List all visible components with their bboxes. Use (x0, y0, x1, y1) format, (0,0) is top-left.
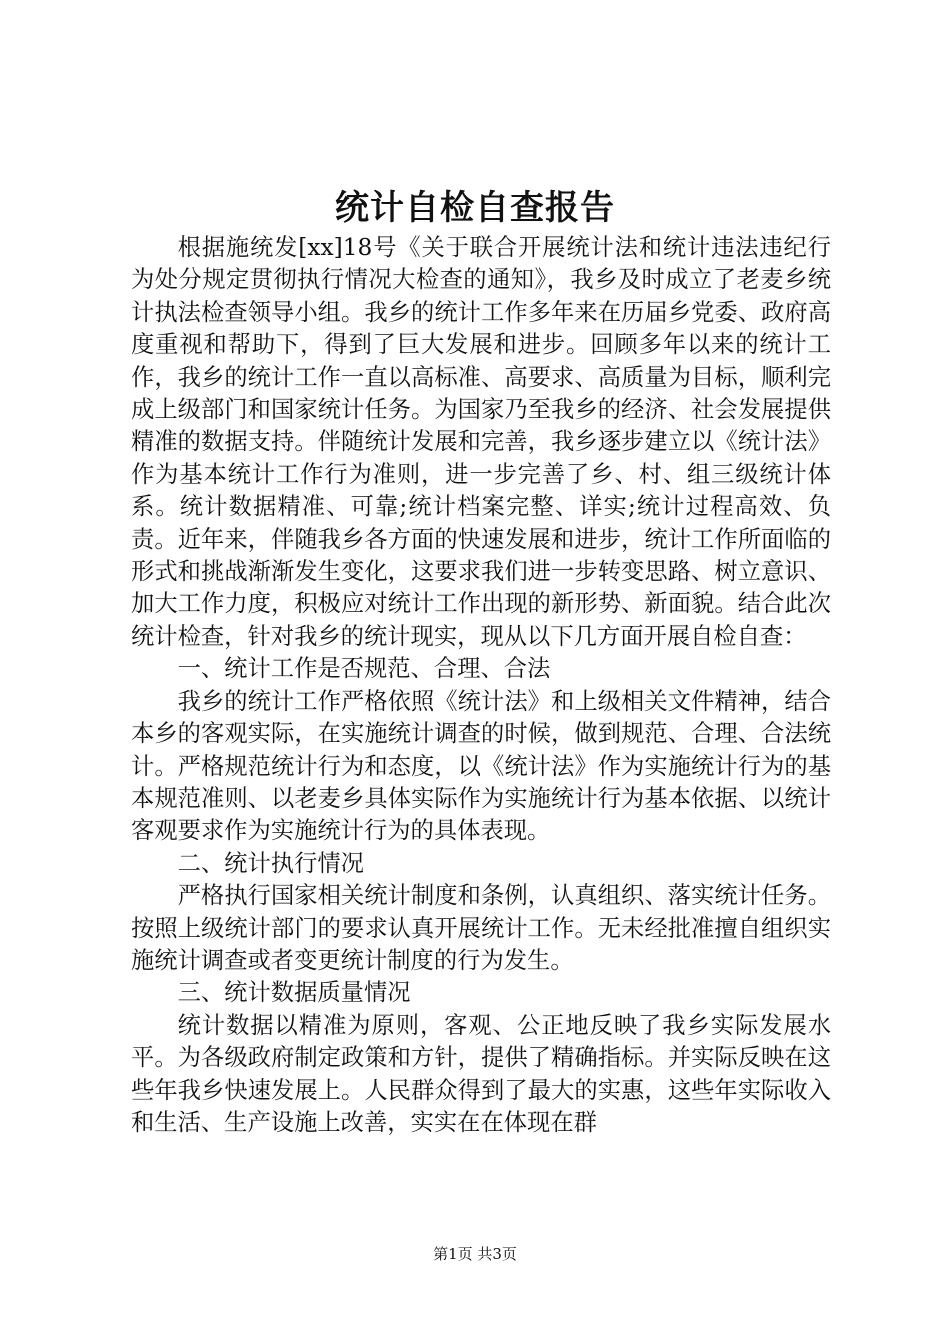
section-heading-2: 二、统计执行情况 (177, 849, 364, 877)
page-number-footer: 第1页 共3页 (433, 1245, 517, 1263)
document-body (131, 232, 831, 1139)
section-paragraph-1: 我乡的统计工作严格依照《统计法》和上级相关文件精神，结合本乡的客观实际，在实施统计调查的时候，做到规范、合理、合法统计。严格规范统计行为和态度，以《统计法》作为实施统计行为的基本规范准则、以老麦乡具体实际作为实施统计行为基本依据、以统计客观要求作为实施统计行为的具体表现。 (131, 687, 831, 845)
document-title: 统计自检自查报告 (335, 188, 615, 228)
section-heading-3: 三、统计数据质量情况 (177, 979, 411, 1007)
section-heading-1: 一、统计工作是否规范、合理、合法 (177, 655, 551, 683)
section-paragraph-2: 严格执行国家相关统计制度和条例，认真组织、落实统计任务。按照上级统计部门的要求认真开展统计工作。无未经批准擅自组织实施统计调查或者变更统计制度的行为发生。 (131, 882, 831, 974)
intro-paragraph: 根据施统发[xx]18号《关于联合开展统计法和统计违法违纪行为处分规定贯彻执行情况大检查的通知》，我乡及时成立了老麦乡统计执法检查领导小组。我乡的统计工作多年来在历届乡党委、政府高度重视和帮助下，得到了巨大发展和进步。回顾多年以来的统计工作，我乡的统计工作一直以高标准、高要求、高质量为目标，顺利完成上级部门和国家统计任务。为国家乃至我乡的经济、社会发展提供精准的数据支持。伴随统计发展和完善，我乡逐步建立以《统计法》作为基本统计工作行为准则，进一步完善了乡、村、组三级统计体系。统计数据精准、可靠;统计档案完整、详实;统计过程高效、负责。近年来，伴随我乡各方面的快速发展和进步，统计工作所面临的形式和挑战渐渐发生变化，这要求我们进一步转变思路、树立意识、加大工作力度，积极应对统计工作出现的新形势、新面貌。结合此次统计检查，针对我乡的统计现实，现从以下几方面开展自检自查： (131, 234, 831, 650)
section-paragraph-3: 统计数据以精准为原则，客观、公正地反映了我乡实际发展水平。为各级政府制定政策和方针，提供了精确指标。并实际反映在这些年我乡快速发展上。人民群众得到了最大的实惠，这些年实际收入和生活、生产设施上改善，实实在在体现在群 (131, 1011, 831, 1136)
